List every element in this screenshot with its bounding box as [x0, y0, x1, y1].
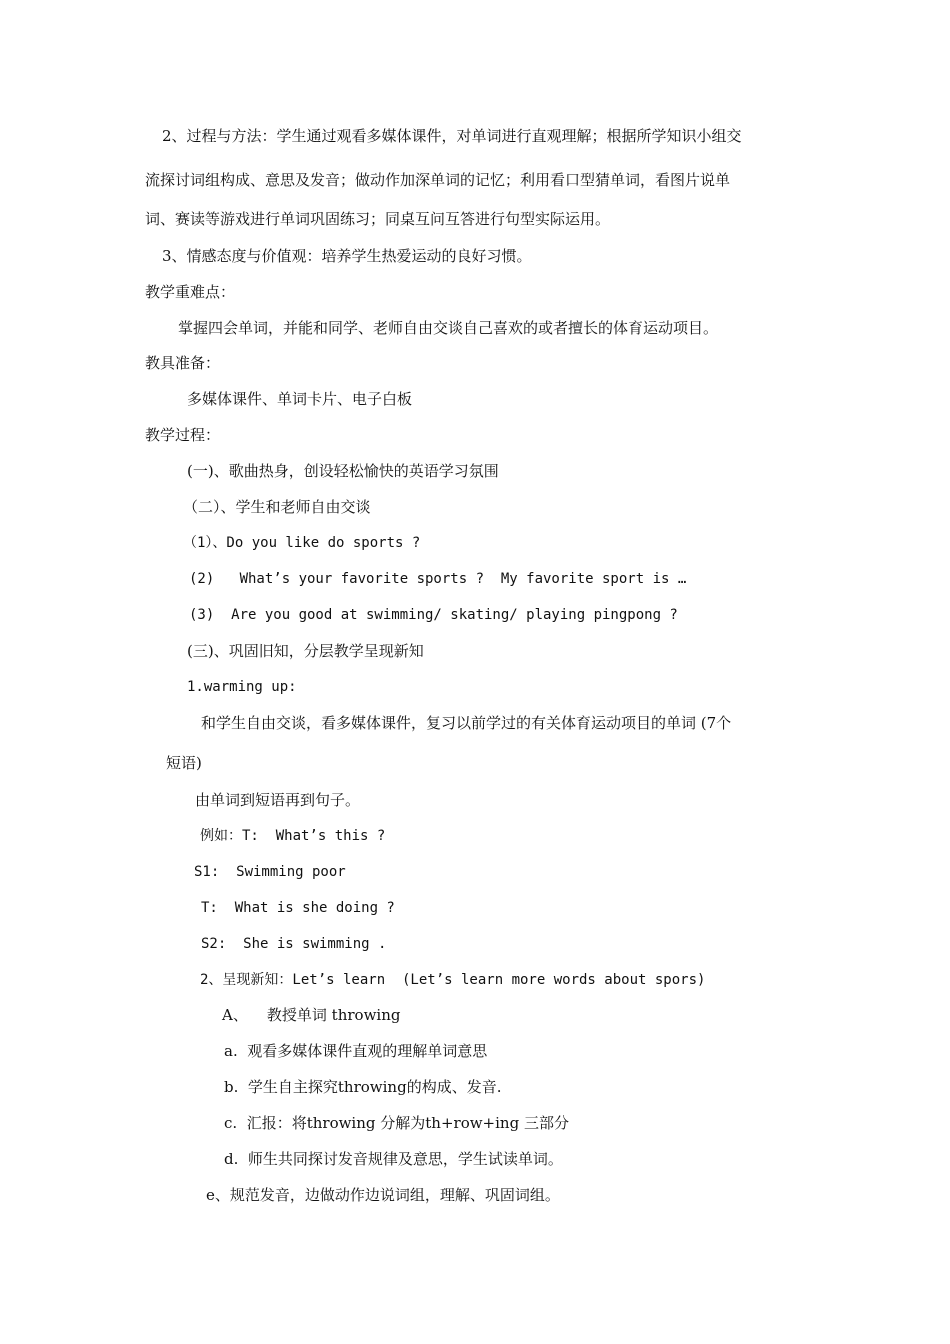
paragraph-line: （二）、学生和老师自由交谈 [183, 498, 371, 516]
paragraph-line: (一)、歌曲热身，创设轻松愉快的英语学习氛围 [187, 462, 499, 480]
paragraph-line: （1）、Do you like do sports ? [183, 535, 421, 551]
paragraph-line: 掌握四会单词，并能和同学、老师自由交谈自己喜欢的或者擅长的体育运动项目。 [178, 319, 719, 337]
paragraph-line: 2、呈现新知：Let’s learn (Let’s learn more words about spors) [200, 972, 706, 988]
paragraph-line: 1.warming up: [187, 679, 297, 695]
paragraph-line: (三)、巩固旧知，分层教学呈现新知 [187, 642, 424, 660]
paragraph-line: b. 学生自主探究throwing的构成、发音. [224, 1078, 502, 1096]
paragraph-line: S2: She is swimming . [201, 936, 387, 952]
section-heading: 教学重难点： [145, 283, 236, 301]
paragraph-line: e、规范发音，边做动作边说词组，理解、巩固词组。 [206, 1186, 560, 1204]
paragraph-line: 2、过程与方法：学生通过观看多媒体课件，对单词进行直观理解；根据所学知识小组交 [162, 127, 742, 145]
section-heading: 教具准备： [145, 354, 221, 372]
section-heading: 教学过程： [145, 426, 221, 444]
paragraph-line: A、 教授单词 throwing [222, 1006, 401, 1024]
paragraph-line: S1: Swimming poor [194, 864, 346, 880]
paragraph-line: 和学生自由交谈，看多媒体课件，复习以前学过的有关体育运动项目的单词 (7个 [201, 714, 732, 732]
paragraph-line: 3、情感态度与价值观：培养学生热爱运动的良好习惯。 [162, 247, 532, 265]
paragraph-line: 词、赛读等游戏进行单词巩固练习；同桌互问互答进行句型实际运用。 [145, 210, 611, 228]
paragraph-line: c. 汇报：将throwing 分解为th+row+ing 三部分 [224, 1114, 569, 1132]
paragraph-line: 流探讨词组构成、意思及发音；做动作加深单词的记忆；利用看口型猜单词，看图片说单 [145, 171, 731, 189]
paragraph-line: 例如：T: What’s this ? [200, 828, 386, 844]
paragraph-line: d. 师生共同探讨发音规律及意思，学生试读单词。 [224, 1150, 563, 1168]
paragraph-line: 由单词到短语再到句子。 [195, 791, 361, 809]
paragraph-line: (3) Are you good at swimming/ skating/ playing pingpong ? [189, 607, 678, 623]
paragraph-line: 多媒体课件、单词卡片、电子白板 [187, 390, 413, 408]
paragraph-line: T: What is she doing ? [201, 900, 395, 916]
paragraph-line: (2) What’s your favorite sports ? My favorite sport is … [189, 571, 687, 587]
paragraph-line: a. 观看多媒体课件直观的理解单词意思 [224, 1042, 488, 1060]
paragraph-line: 短语) [166, 754, 202, 772]
